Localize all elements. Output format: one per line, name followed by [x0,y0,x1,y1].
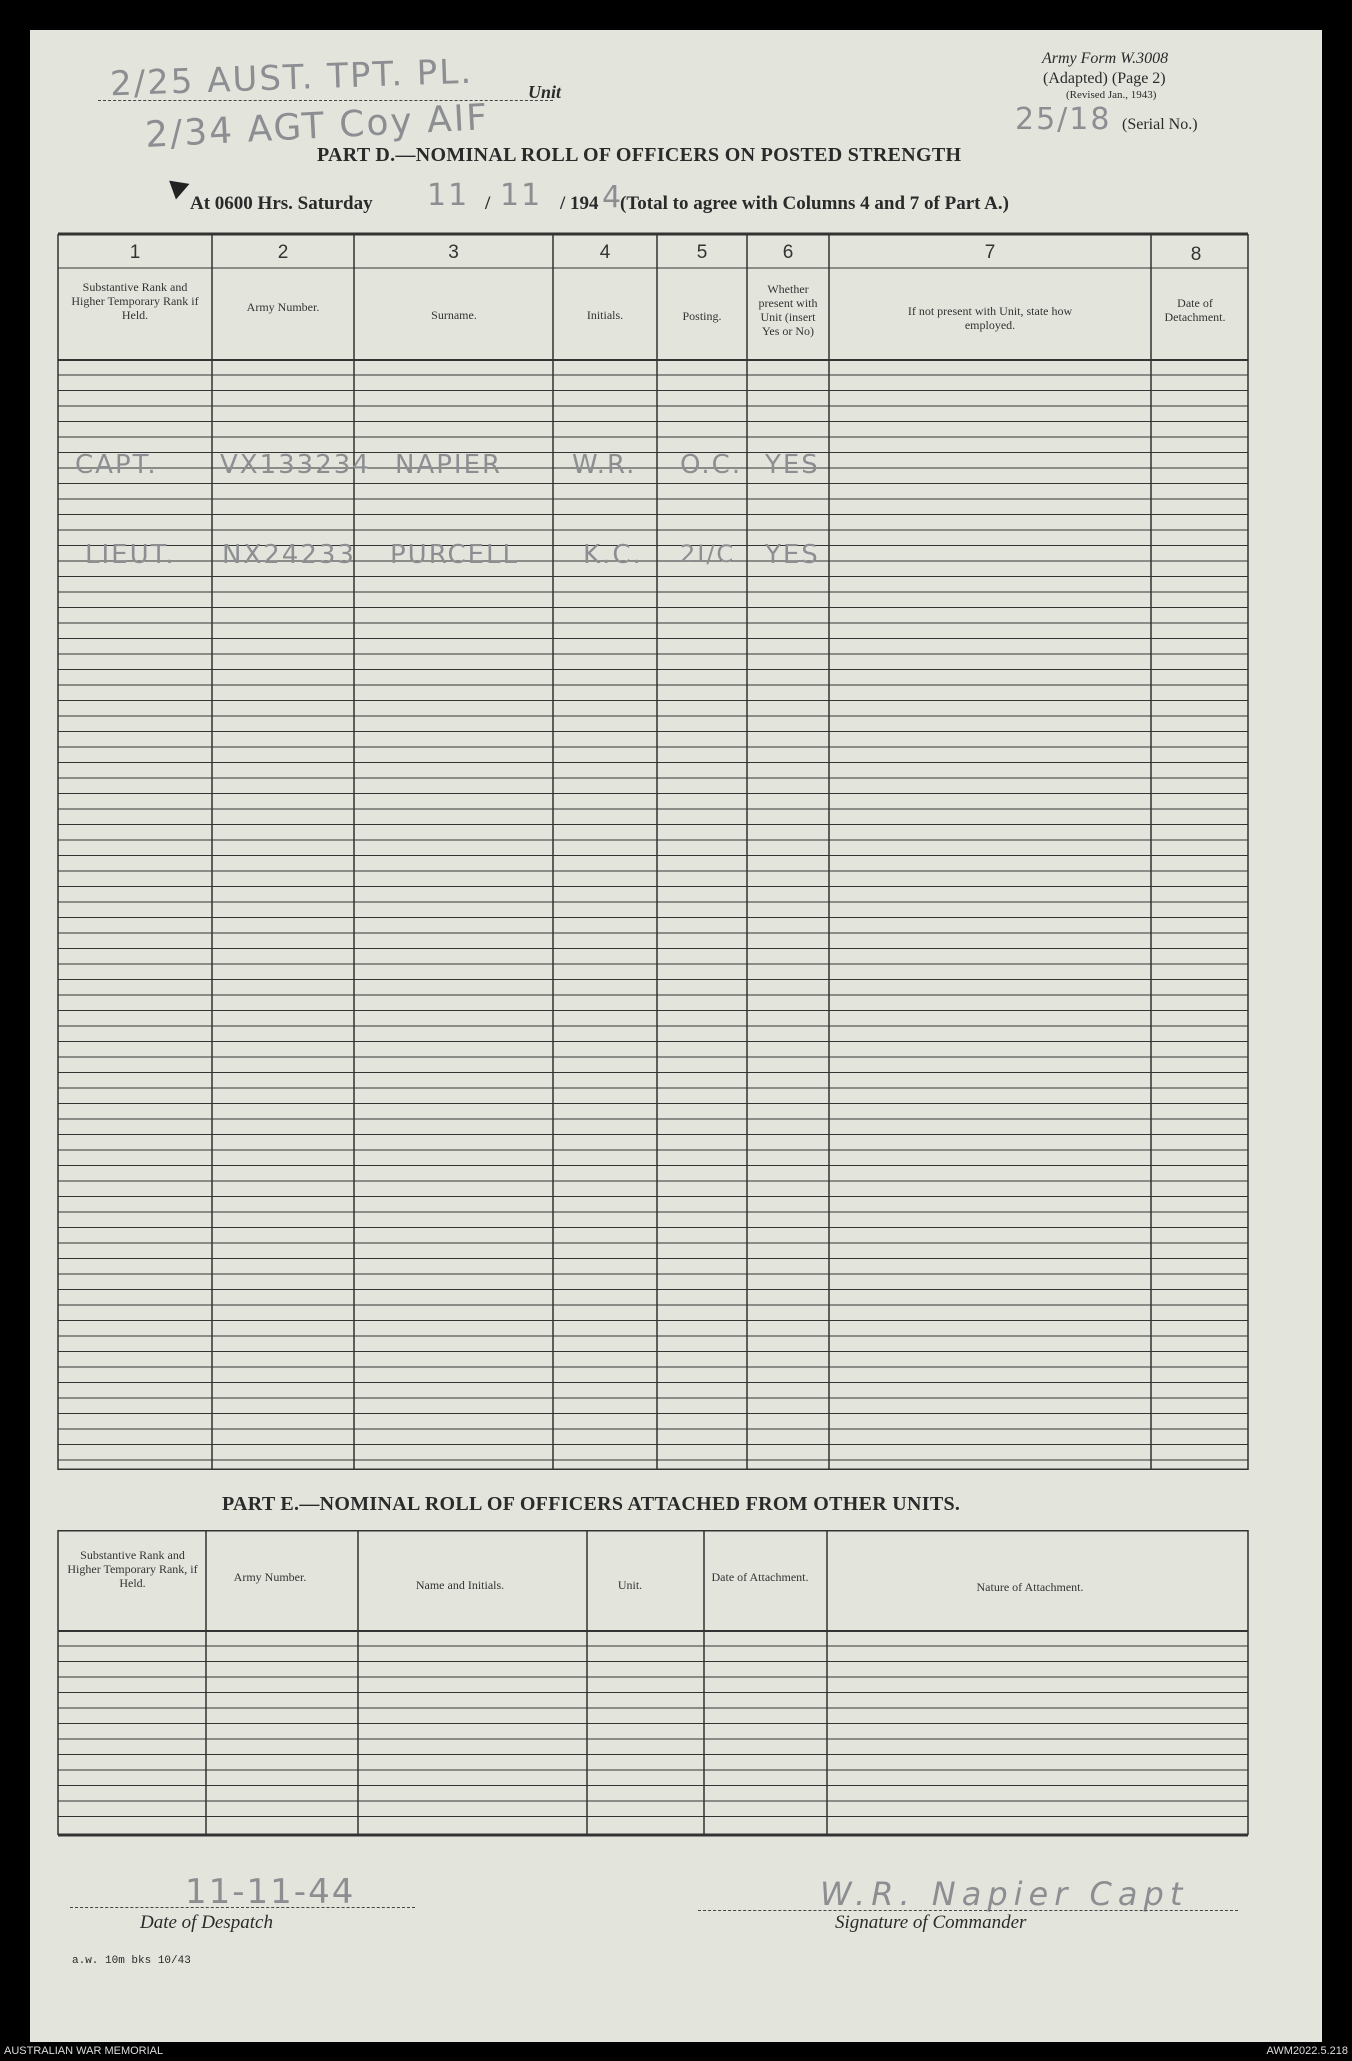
signature-line [698,1910,1238,1911]
col-num-7: 7 [984,242,996,263]
archive-left-label: AUSTRALIAN WAR MEMORIAL [4,2045,164,2057]
form-adapted: (Adapted) (Page 2) [1043,70,1166,87]
date-prefix: At 0600 Hrs. Saturday [190,193,373,214]
part-d-title: PART D.—NOMINAL ROLL OF OFFICERS ON POSTED STRENGTH [317,144,962,166]
col-num-8: 8 [1190,244,1202,265]
serial-label: (Serial No.) [1122,116,1198,133]
date-year-printed: 194 [570,193,599,214]
col-num-2: 2 [277,242,289,263]
col-num-4: 4 [599,242,611,263]
col-header-army-number: Army Number. [246,300,320,314]
col-header-present: Whether present with Unit (insert Yes or No) [758,282,818,338]
entry-1-initials: W.R. [572,450,637,480]
col-num-1: 1 [129,242,141,263]
entry-1-posting: O.C. [680,450,743,480]
date-separator-2: / [560,193,566,214]
entry-2-initials: K.C. [583,540,643,570]
col-header-posting: Posting. [682,309,722,323]
entry-2-rank: LIEUT. [85,540,176,570]
serial-handwritten: 25/18 [1015,102,1112,137]
date-year-handwritten: 4 [602,180,624,215]
total-note: (Total to agree with Columns 4 and 7 of Part A.) [620,193,1009,214]
archive-bar [0,2042,1352,2061]
entry-2-surname: PURCELL [390,540,520,570]
entry-1-present: YES [765,450,820,480]
entry-1-surname: NAPIER [395,450,503,480]
despatch-line [70,1907,415,1908]
col-header-employed: If not present with Unit, state how employed. [907,304,1073,332]
commander-signature: W.R. Napier Capt [820,1875,1189,1913]
unit-label: Unit [528,82,562,102]
entry-1-number: VX133234 [220,450,371,480]
e-col-header-rank: Substantive Rank and Higher Temporary Rank, if Held. [67,1548,198,1590]
col-header-surname: Surname. [431,308,477,322]
col-num-5: 5 [696,242,708,263]
col-num-3: 3 [448,242,459,263]
date-separator: / [485,193,491,214]
e-col-header-unit: Unit. [617,1578,643,1592]
col-num-6: 6 [782,242,794,263]
col-header-initials: Initials. [586,308,624,322]
entry-2-present: YES [765,540,820,570]
form-sheet [30,30,1322,2042]
print-code: a.w. 10m bks 10/43 [72,1955,191,1967]
form-revised: (Revised Jan., 1943) [1066,89,1157,101]
e-col-header-army-number: Army Number. [233,1570,307,1584]
signature-label: Signature of Commander [835,1912,1027,1933]
despatch-label: Date of Despatch [140,1912,273,1933]
col-header-detachment: Date of Detachment. [1164,296,1226,324]
col-header-rank: Substantive Rank and Higher Temporary Rank if Held. [71,280,199,322]
entry-2-number: NX24233 [222,540,356,570]
e-col-header-nature: Nature of Attachment. [976,1580,1084,1594]
unit-handwritten: 2/25 AUST. TPT. PL. [109,51,474,105]
archive-right-label: AWM2022.5.218 [1266,2045,1348,2057]
entry-1-rank: CAPT. [75,450,158,480]
form-reference: Army Form W.3008 [1042,50,1169,67]
entry-2-posting: 2I/C [680,540,736,568]
e-col-header-attachment-date: Date of Attachment. [711,1570,809,1584]
date-month-handwritten: 11 [500,178,543,213]
unit-correction-handwritten: 2/34 AGT Coy AIF [144,97,491,156]
despatch-date-handwritten: 11-11-44 [185,1872,356,1912]
e-col-header-name: Name and Initials. [415,1578,505,1592]
date-day-handwritten: 11 [427,178,470,213]
part-e-title: PART E.—NOMINAL ROLL OF OFFICERS ATTACHED FROM OTHER UNITS. [222,1493,961,1515]
